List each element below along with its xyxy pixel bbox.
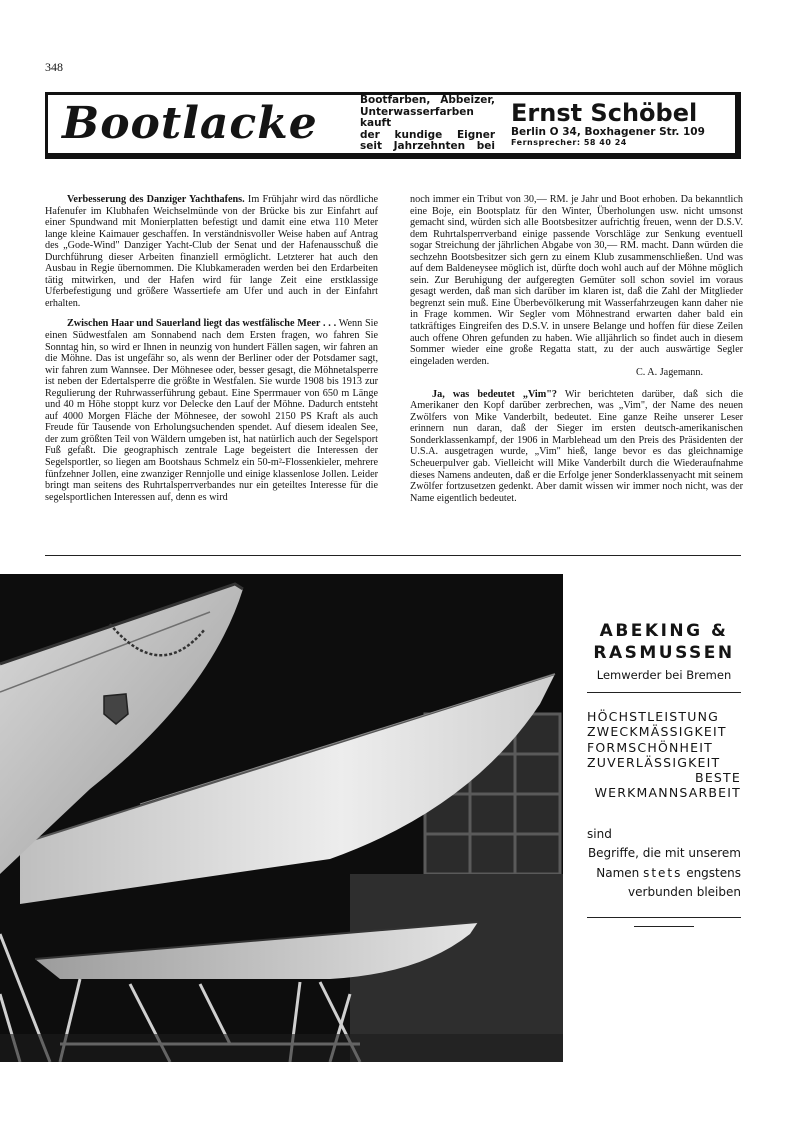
article-paragraph (410, 389, 743, 504)
quality-item: HÖCHSTLEISTUNG (587, 709, 720, 724)
slogan-line: verbunden bleiben (628, 885, 741, 900)
ad-desc-line: Unterwasserfarben kauft (360, 105, 474, 130)
article-heading: Ja, was bedeutet „Vim"? (432, 388, 557, 400)
article-paragraph (45, 318, 378, 503)
ad-slogan (587, 825, 741, 903)
ad-company-name: Ernst Schöbel (511, 99, 698, 127)
slogan-text: engstens (682, 865, 741, 880)
article-column-left (45, 194, 378, 503)
article-heading: Verbesserung des Danziger Yachthafens. (67, 194, 245, 205)
article-text: noch immer ein Tribut von 30,— RM. je Jahr und Boot erhoben. Da bekanntlich eine Boje, ein Bootsplatz für den Winter, Überholungen usw. nicht umsonst gemacht sind, würden sich alle Bootsbesitzer aufrichtig freuen, wenn der D.S.V. dem Ruhrtalsperrverband einige passende Vorschläge zur Senkung eventuell sogar Streichung der jährlichen Abgabe von 30,— RM. macht. Dann würden die sechzehn Bootsbesitzer sich gern zu einem Klub zusammenschließen. Und was auf dem Baldeneysee möglich ist, dürfte doch wohl auch auf der Möhne möglich sein. Zur Beruhigung der aufgeregten Gemüter soll schon soviel im voraus gesagt werden, daß man sich darüber im klaren ist, daß die Zahl der Mitglieder begrenzt sein muß. Eine Überbevölkerung mit Wasserfahrzeugen kann daher nie in Frage kommen. Wir Segler vom Möhnestrand erwarten daher bald ein tatkräftiges Eingreifen des D.S.V. in unsere Belange und hoffen für diese Zeilen auch offene Ohren gefunden zu haben. Wie alljährlich so findet auch in diesem Sommer wieder eine große Regatta statt, zu der auch auswärtige Segler eingeladen werden. (410, 194, 743, 367)
ad-desc-line: seit Jahrzehnten bei (360, 140, 495, 153)
ad-description (360, 95, 495, 153)
quality-list (587, 709, 741, 801)
abeking-rasmussen-advertisement (587, 620, 741, 927)
quality-item: ZWECKMÄSSIGKEIT (587, 724, 727, 740)
ad-desc-line: Bootfarben, Abbeizer, (360, 94, 495, 107)
ad-company-block (511, 100, 721, 148)
shipyard-name-line2: RASMUSSEN (593, 643, 735, 663)
section-divider (45, 555, 741, 556)
quality-item: ZUVERLÄSSIGKEIT (587, 754, 721, 770)
article-signature: C. A. Jagemann. (635, 367, 703, 379)
shipyard-location: Lemwerder bei Bremen (596, 668, 732, 682)
article-paragraph (45, 194, 378, 309)
quality-item: BESTE (695, 770, 741, 786)
slogan-emphasis: stets (643, 865, 683, 880)
article-text: Wenn Sie einen Südwestfalen am Sonnabend nach dem Ersten fragen, wo fahren Sie Sonntag hin, so wird er Ihnen in neunzig von hundert Fällen sagen, wir fahren an die Möhne. Das ist ungefähr so, als wenn der Berliner oder der Potsdamer sagt, wir fahren zum Wannsee. Der Möhnesee oder, besser gesagt, die Möhnetalsperre ist neben der Edertalsperre die größte in Westfalen. Sie wurde 1908 bis 1913 zur Regulierung der Ruhrwasserführung gebaut. Eine Sperrmauer von 650 m Länge und 40 m Höhe stoppt kurz vor Delecke den Lauf der Möhne. Dadurch entsteht auf 4000 Morgen Fläche der Möhnesee, der sowohl 2150 PS Kraft als auch Freude für Tausende von Erholungsuchenden spendet. Auf diesem idealen See, der zum größten Teil von Wäldern umgeben ist, hat natürlich auch der Segelsport Fuß gefaßt. Die geographisch zentrale Lage begeistert die Interessen der Segelsportler, so liegen am Bootshaus Schmelz ein 50-m²-Flossenkieler, mehrere fünfzehner Jollen, eine zwanziger Rennjolle und einige klassenlose Jollen. Leider bringt man seitens des Ruhrtalsperrverbandes nur ein geteiltes Interesse für die segelsportlichen Interessen auf, denn es wird (45, 318, 378, 503)
ad-desc-line: der kundige Eigner (360, 128, 495, 141)
article-text: Wir berichteten darüber, daß sich die Amerikaner den Kopf darüber zerbrechen, was „Vim", der Name des neuen Zwölfers von Mike Vanderbilt, bedeutet. Eine ganze Reihe unserer Leser erinnern nun daran, daß der Sieger im ersten deutsch-amerikanischen Sonderklassenkampf, der 1906 in Marblehead um den Preis des Präsidenten der U.S.A. ausgetragen wurde, „Vim" hieß, lange bevor es das gleichnamige Scheuerpulver gab. Vielleicht will Mike Vanderbilt durch die Wiederaufnahme dieses Namens andeuten, daß er die Erfolge jener Sonderklassenyacht mit seinem Zwölfer fortzusetzen gedenkt. Aber damit wissen wir immer noch nicht, was der Name eigentlich bedeutet. (410, 388, 744, 504)
article-paragraph (410, 194, 743, 367)
quality-item: FORMSCHÖNHEIT (587, 739, 713, 755)
ad-divider (587, 692, 741, 693)
yacht-hulls-illustration (0, 574, 563, 1062)
article-text: Im Frühjahr wird das nördliche Hafenufer im Klubhafen Weichselmünde von der Brücke bis zur Einfahrt auf einer Spundwand mit Monierplatten befestigt und damit eine etwa 110 Meter lange kleine Kaimauer geschaffen. In verständnisvoller Weise haben auf Antrag des „Gode-Wind" Danziger Yacht-Club der Senat und der Hafenausschuß die Durchführung dieser Arbeiten finanziell ermöglicht. Letzterer hat auch den Ausbau in Regie übernommen. Die Klubkameraden werden bei den Erdarbeiten tätig mitwirken, und der Hafen wird für lange Zeit eine erstklassige Uferbefestigung und größere Wassertiefe am Ufer und auch in der Einfahrt erhalten. (45, 194, 378, 309)
ad-divider (587, 917, 741, 918)
quality-item: WERKMANNSARBEIT (594, 785, 741, 801)
slogan-text: Namen (596, 865, 644, 880)
page-number: 348 (45, 60, 63, 74)
article-column-right (410, 194, 743, 504)
slogan-line: Begriffe, die mit unserem (587, 846, 741, 861)
shipyard-name-line1: ABEKING & (599, 621, 729, 641)
slogan-line: sind (587, 826, 612, 841)
ad-phone: Fernsprecher: 58 40 24 (511, 138, 627, 147)
ad-address: Berlin O 34, Boxhagener Str. 109 (511, 126, 705, 138)
bootlacke-advertisement (45, 92, 741, 159)
ad-title: Bootlacke (62, 98, 318, 149)
article-heading: Zwischen Haar und Sauerland liegt das westfälische Meer . . . (67, 318, 337, 330)
ad-divider-short (634, 926, 694, 927)
yacht-hulls-photo (0, 574, 563, 1062)
slogan-line (587, 864, 741, 884)
